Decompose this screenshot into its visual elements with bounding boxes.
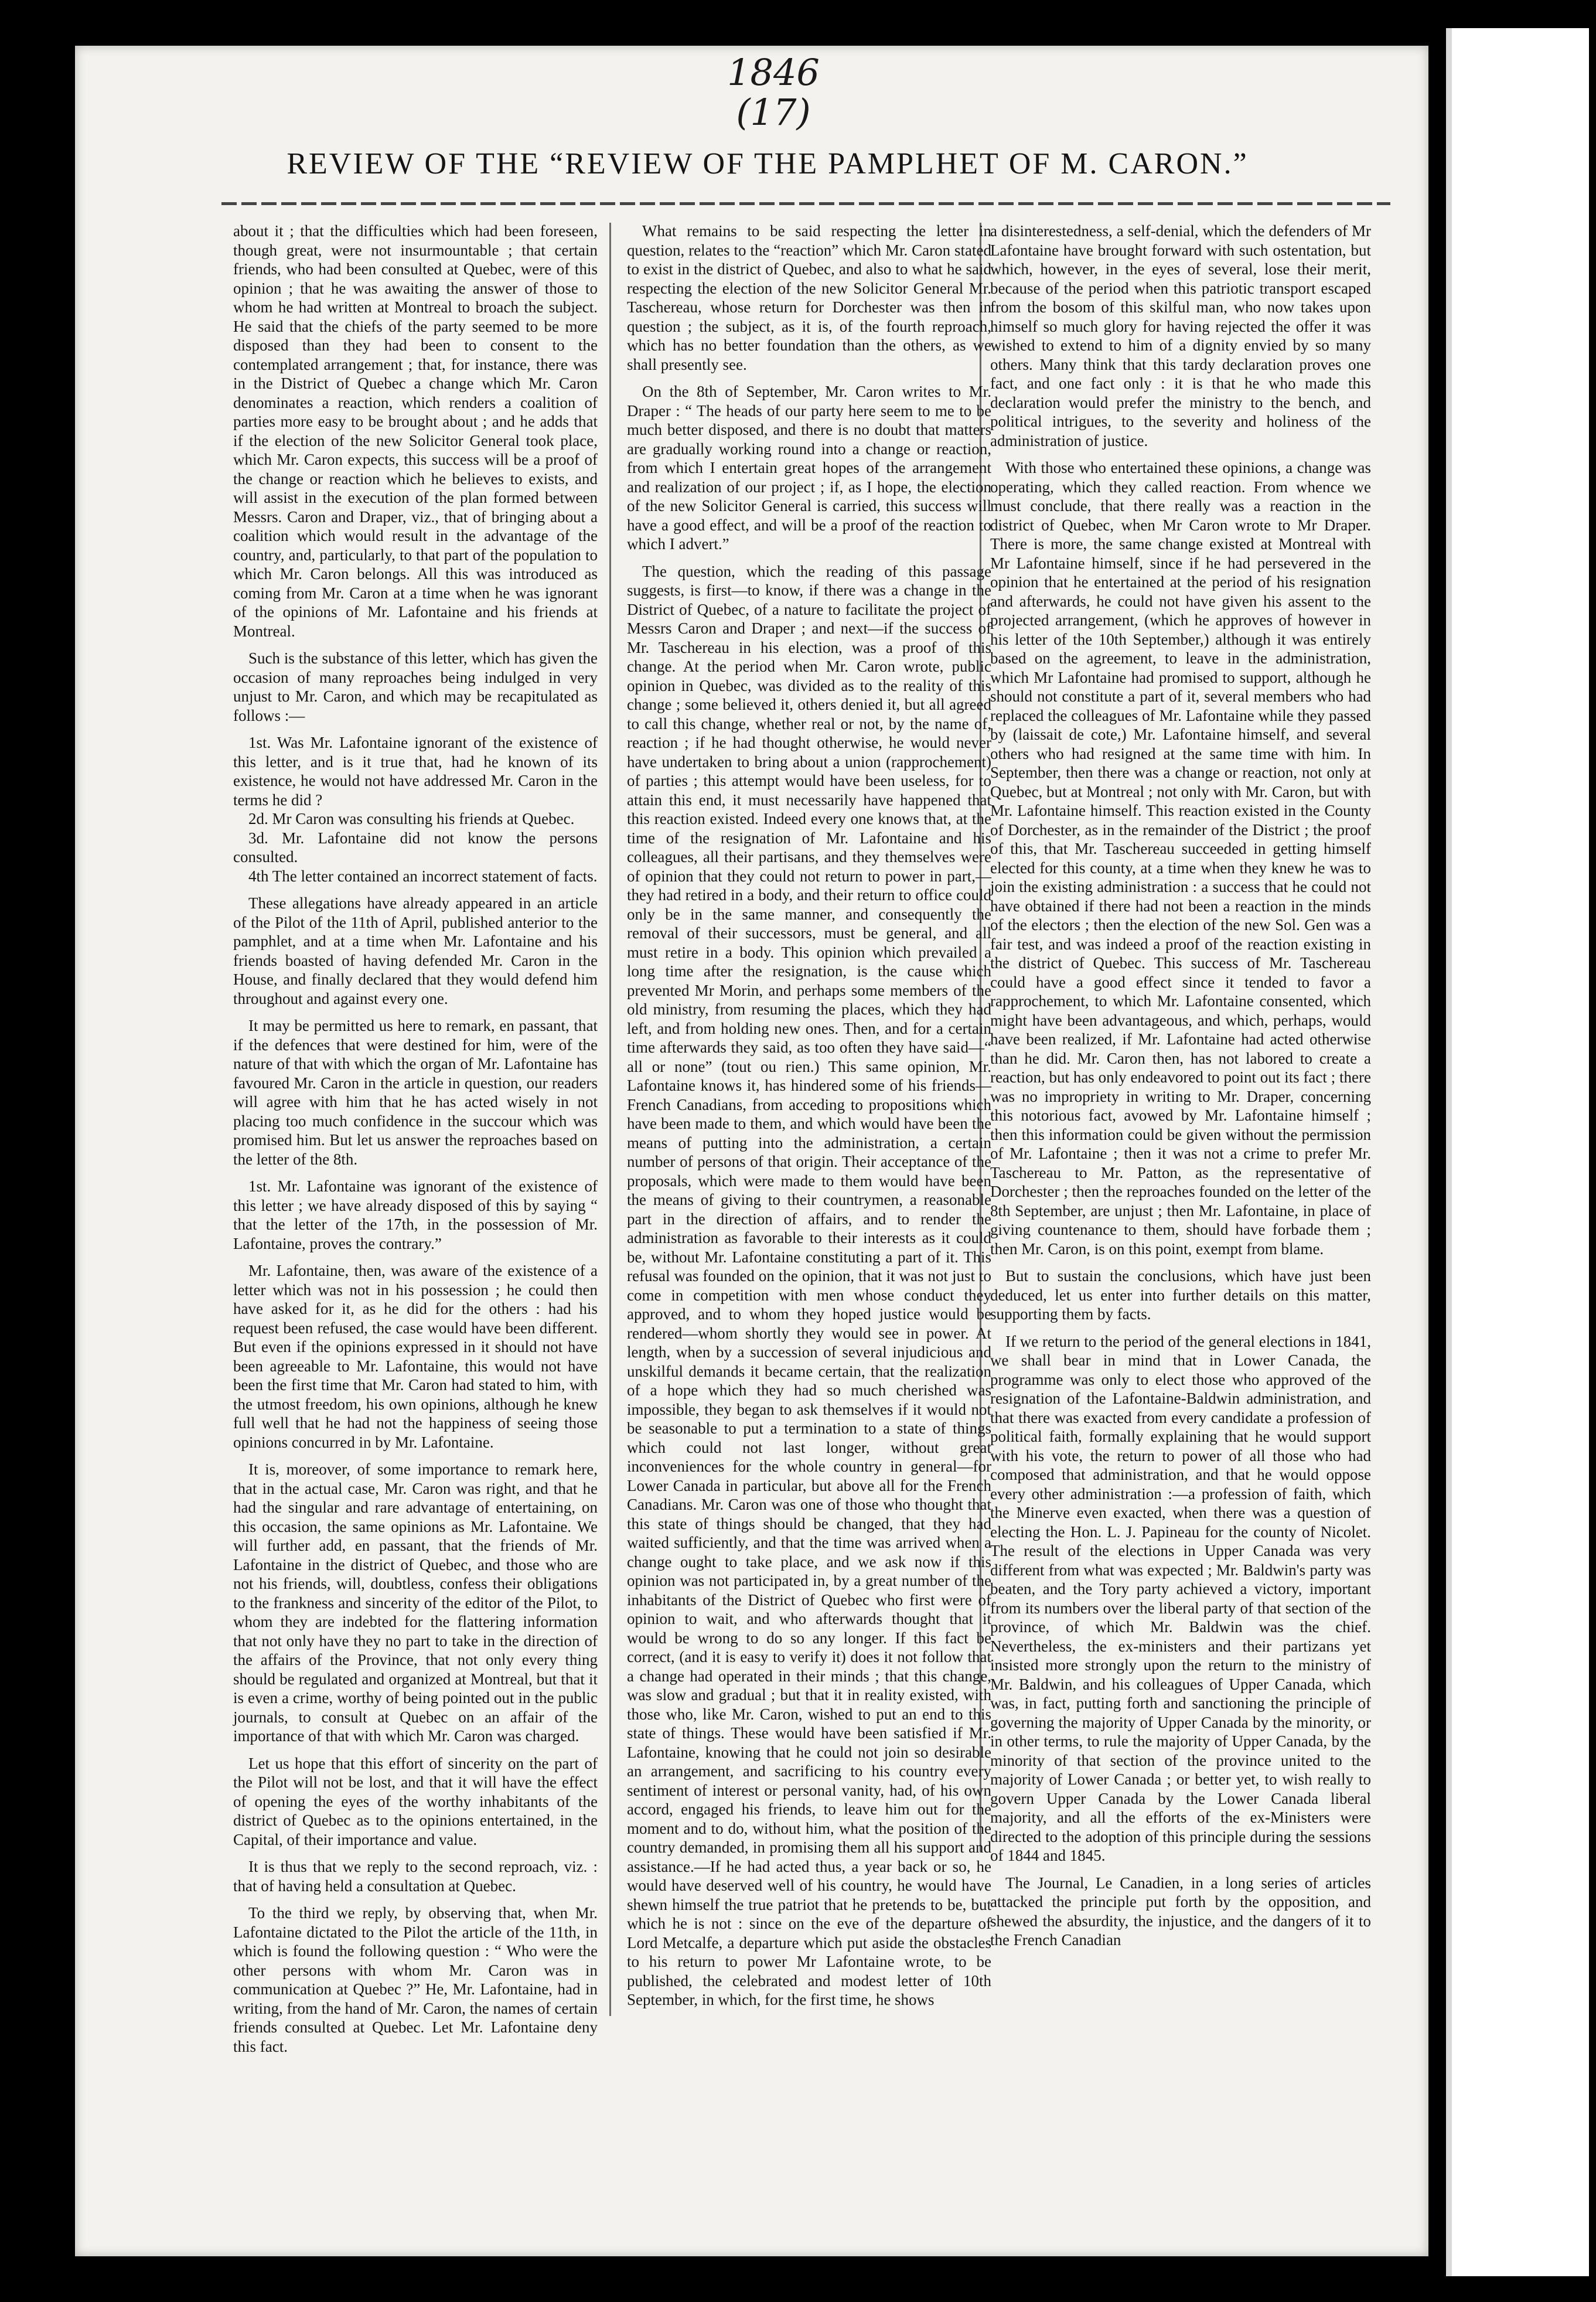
text-column-2 [627, 222, 991, 2027]
list-item: 3d. Mr. Lafontaine did not know the persons consulted. [233, 829, 598, 866]
list-item: 1st. Was Mr. Lafontaine ignorant of the existence of this letter, and is it true that, had he known of its existence, he would not have addressed Mr. Caron in the terms he did ? [233, 734, 598, 809]
column-divider-1 [609, 223, 611, 2016]
paragraph: It is, moreover, of some importance to remark here, that in the actual case, Mr. Caron was right, and that he had the singular and rare advantage of entertaining, on this occasion, the same opinions as Mr. Lafontaine. We will further add, en passant, that the friends of Mr. Lafontaine in the district of Quebec, and those who are not his friends, will, doubtless, confess their obligations to the frankness and sincerity of the editor of the Pilot, to whom they are indebted for the flattering information that not only have they no part to take in the direction of the affairs of the Province, that not only every thing should be regulated and organized at Montreal, but that it is even a crime, worthy of being pointed out in the public journals, to consult at Quebec on an affair of the importance of that with which Mr. Caron was charged. [233, 1460, 598, 1745]
list-item: 2d. Mr Caron was consulting his friends at Quebec. [248, 810, 575, 828]
page-fold-shadow [1446, 28, 1452, 2276]
paragraph: Mr. Lafontaine, then, was aware of the existence of a letter which was not in his possession ; he could then have asked for it, as he did for the others : had his request been refused, the case would have been different. But even if the opinions expressed in it should not have been agreeable to Mr. Lafontaine, this would not have been the first time that Mr. Caron had stated to him, with the utmost freedom, his own opinions, although he knew full well that he had not the happiness of seeing those opinions concurred in by Mr. Lafontaine. [233, 1262, 598, 1451]
paragraph: Such is the substance of this letter, which has given the occasion of many reproaches being indulged in very unjust to Mr. Caron, and which may be recapitulated as follows :— [233, 649, 598, 724]
text-column-1 [233, 222, 598, 2055]
paragraph: The question, which the reading of this passage suggests, is first—to know, if there was a change in the District of Quebec, of a nature to facilitate the project of Messrs Caron and Draper ; and next—if the success of Mr. Taschereau in his election, was a proof of this change. At the period when Mr. Caron wrote, public opinion in Quebec, was divided as to the reality of this change ; some believed it, others denied it, but all agreed to call this change, whether real or not, by the name of, reaction ; if he had thought otherwise, he would never have undertaken to bring about a union (rapprochement) of parties ; this attempt would have been useless, for to attain this end, it must necessarily have happened that this reaction existed. Indeed every one knows that, at the time of the resignation of Mr. Lafontaine and his colleagues, all their partisans, and they themselves were of opinion that they could not return to power in part,—they had retired in a body, and their return to office could only be in the same manner, and consequently the removal of their successors, must be general, and all must retire in a body. This opinion which prevailed a long time after the resignation, is the cause which prevented Mr Morin, and perhaps some members of the old ministry, from resuming the places, which they had left, and from holding new ones. Then, and for a certain time afterwards they said, as too often they have said—“ all or none” (tout ou rien.) This same opinion, Mr. Lafontaine knows it, has hindered some of his friends—French Canadians, from acceding to propositions which have been made to them, and which would have been the means of putting into the administration, a certain number of persons of that origin. Their acceptance of the proposals, which were made to them would have been the means of giving to their countrymen, a reasonable part in the direction of affairs, and to render the administration as favorable to their interests as it could be, without Mr. Lafontaine constituting a part of it. This refusal was founded on the opinion, that it was not just to come in competition with men whose conduct they approved, and to whom they hoped justice would be rendered—whom shortly they would see in power. At length, when by a succession of several injudicious and unskilful demands it became certain, that the realization of a hope which they had so much cherished was impossible, they began to ask themselves if it would not be seasonable to put a termination to a state of things which could not last longer, without great inconveniences for the whole country in general—for Lower Canada in particular, but above all for the French Canadians. Mr. Caron was one of those who thought that this state of things should be changed, that they had waited sufficiently, and that the time was arrived when a change ought to take place, and we ask now if this opinion was not participated in, by a great number of the inhabitants of the District of Quebec who first were of opinion to wait, and who afterwards thought that it would be wrong to do so any longer. If this fact be correct, (and it is easy to verify it) does it not follow that a change had operated in their minds ; that this change, was slow and gradual ; but that it in reality existed, with those who, like Mr. Caron, wished to put an end to this state of things. These would have been satisfied if Mr. Lafontaine, knowing that he could not join so desirable an arrangement, and sacrificing to his country every sentiment of interest or personal vanity, had, of his own accord, engaged his friends, to leave him out for the moment and to do, without him, what the position of the country demanded, in promising them all his support and assistance.—If he had acted thus, a year back or so, he would have deserved well of his country, he would have shewn himself the true patriot that he pretends to be, but which he is not : since on the eve of the departure of Lord Metcalfe, a departure which put aside the obstacles to his return to power Mr Lafontaine wrote, to be published, the celebrated and modest letter of 10th September, in which, for the first time, he shows [627, 562, 991, 2008]
page-title: REVIEW OF THE “REVIEW OF THE PAMPLHET OF M. CARON.” [287, 147, 1249, 181]
paragraph: If we return to the period of the general elections in 1841, we shall bear in mind that in Lower Canada, the programme was only to elect those who approved of the resignation of the Lafontaine-Baldwin administration, and that there was exacted from every candidate a profession of political faith, formally explaining that he would support with his vote, the return to power of all those who had composed that administration, and that he would oppose every other administration :—a profession of faith, which the Minerve even exacted, when there was a question of electing the Hon. L. J. Papineau for the county of Nicolet. The result of the elections in Upper Canada was very different from what was expected ; Mr. Baldwin's party was beaten, and the Tory party achieved a victory, important from its numbers over the liberal party of that section of the province, of which Mr. Baldwin was the chief. Nevertheless, the ex-ministers and their partizans yet insisted more strongly upon the return to the ministry of Mr. Baldwin, and his colleagues of Upper Canada, which was, in fact, putting forth and sanctioning the principle of governing the majority of Upper Canada by the minority, or in other terms, to rule the majority of Upper Canada, by the minority of that section of the province united to the majority of Lower Canada ; or better yet, to wish really to govern Upper Canada by the Lower Canada liberal majority, and all the efforts of the ex-Ministers were directed to the adoption of this principle during the sessions of 1844 and 1845. [990, 1332, 1371, 1864]
paragraph: It is thus that we reply to the second reproach, viz. : that of having held a consultation at Quebec. [233, 1858, 598, 1895]
paragraph: about it ; that the difficulties which had been foreseen, though great, were not insurmountable ; that certain friends, who had been consulted at Quebec, were of this opinion ; that he was awaiting the answer of those to whom he had written at Montreal to broach the subject. He said that the chiefs of the party seemed to be more disposed than they had been to consent to the contemplated arrangement ; that, for instance, there was in the District of Quebec a change which Mr. Caron denominates a reaction, which renders a coalition of parties more easy to be brought about ; and he adds that if the election of the new Solicitor General took place, which Mr. Caron expects, this success will be a proof of the change or reaction which he believes to exists, and will assist in the execution of the plan formed between Messrs. Caron and Draper, viz., that of bringing about a coalition which would result in the advantage of the country, and, particularly, to that part of the population to which Mr. Caron belongs. All this was introduced as coming from Mr. Caron at a time when he was ignorant of the opinions of Mr. Lafontaine and his friends at Montreal. [233, 222, 598, 640]
paragraph: The Journal, Le Canadien, in a long series of articles attacked the principle put forth by the opposition, and shewed the absurdity, the injustice, and the dangers of it to the French Canadian [990, 1874, 1371, 1949]
paragraph: What remains to be said respecting the letter in question, relates to the “reaction” which Mr. Caron stated to exist in the district of Quebec, and also to what he said respecting the election of the new Solicitor General Mr. Taschereau, whose return for Dorchester was then in question ; the subject, as it is, of the fourth reproach, which has no better foundation than the others, as we shall presently see. [627, 222, 991, 373]
handwritten-number: (17) [736, 91, 811, 134]
adjacent-page-edge [1446, 28, 1589, 2276]
title-rule [221, 202, 1390, 205]
paragraph: It may be permitted us here to remark, en passant, that if the defences that were destined for him, were of the nature of that with which the organ of Mr. Lafontaine has favoured Mr. Caron in the article in question, our readers will agree with him that he has acted wisely in not placing too much confidence in the succour which was promised him. But let us answer the reproaches based on the letter of the 8th. [233, 1017, 598, 1168]
paragraph: Let us hope that this effort of sincerity on the part of the Pilot will not be lost, and that it will have the effect of opening the eyes of the worthy inhabitants of the district of Quebec as to the opinions entertained, in the Capital, of their importance and value. [233, 1754, 598, 1848]
list-item: 4th The letter contained an incorrect statement of facts. [248, 867, 598, 885]
paragraph: a disinterestedness, a self-denial, which the defenders of Mr Lafontaine have brought forward with such ostentation, but which, however, in the eyes of several, lose their merit, because of the period when this patriotic transport escaped from the bosom of this skilful man, who now takes upon himself so much glory for having rejected the offer it was wished to extend to him of a dignity envied by so many others. Many think that this tardy declaration proves one fact, and one fact only : it is that he who made this declaration would prefer the ministry to the bench, and political intrigues, to the severity and holiness of the administration of justice. [990, 222, 1371, 449]
paragraph: On the 8th of September, Mr. Caron writes to Mr. Draper : “ The heads of our party here seem to me to be much better disposed, and there is no doubt that matters are gradually working round into a change or reaction, from which I entertain great hopes of the arrangement and realization of our project ; if, as I hope, the election of the new Solicitor General is carried, this success will have a good effect, and will be a proof of the reaction to which I advert.” [627, 383, 991, 553]
paragraph: But to sustain the conclusions, which have just been deduced, let us enter into further details on this matter, supporting them by facts. [990, 1267, 1371, 1323]
paragraph: To the third we reply, by observing that, when Mr. Lafontaine dictated to the Pilot the article of the 11th, in which is found the following question : “ Who were the other persons with whom Mr. Caron was in communication at Quebec ?” He, Mr. Lafontaine, had in writing, from the hand of Mr. Caron, the names of certain friends consulted at Quebec. Let Mr. Lafontaine deny this fact. [233, 1904, 598, 2055]
text-column-3 [990, 222, 1371, 1949]
handwritten-year: 1846 [727, 51, 820, 94]
paragraph: With those who entertained these opinions, a change was operating, which they called reaction. From whence we must conclude, that there really was a reaction in the district of Quebec, when Mr Caron wrote to Mr Draper. There is more, the same change existed at Montreal with Mr Lafontaine himself, since if he had persevered in the opinion that he entertained at the period of his resignation and afterwards, he could not have given his assent to the projected arrangement, (which he approves of however in his letter of the 10th September,) although it was entirely based on the agreement, to leave in the administration, which Mr Lafontaine had promised to support, although he should not constitute a part of it, several members who had replaced the colleagues of Mr. Lafontaine while they passed by (laissait de cote,) Mr. Lafontaine himself, and several others who had resigned at the same time with him. In September, then there was a change or reaction, not only at Quebec, but at Montreal ; not only with Mr. Caron, but with Mr. Lafontaine himself. This reaction existed in the County of Dorchester, as in the remainder of the District ; the proof of this, that Mr. Taschereau succeeded in getting himself elected for this county, at a time when they knew he was to join the existing administration : a success that he could not have obtained if there had not been a reaction in the minds of the electors ; then the election of the new Sol. Gen was a fair test, and was indeed a proof of the reaction existing in the district of Quebec. This success of Mr. Taschereau could have a good effect since it tended to favor a rapprochement, to which Mr. Lafontaine consented, which might have been advantageous, and which, perhaps, would have been realized, if Mr. Lafontaine had acted otherwise than he did. Mr. Caron then, has not labored to create a reaction, but has only endeavored to point out its fact ; there was no impropriety in writing to Mr. Draper, concerning this notorious fact, avowed by Mr. Lafontaine himself ; then this information could be given without the permission of Mr. Lafontaine ; then it was not a crime to prefer Mr. Taschereau to Mr. Patton, as the representative of Dorchester ; then the reproaches founded on the letter of the 8th September, are unjust ; then Mr. Lafontaine, in place of giving countenance to them, should have forbade them ; then Mr. Caron, is on this point, exempt from blame. [990, 459, 1371, 1258]
handwritten-annotation [697, 53, 850, 132]
paragraph: These allegations have already appeared in an article of the Pilot of the 11th of April, published anterior to the pamphlet, and at a time when Mr. Lafontaine and his friends boasted of having defended Mr. Caron in the House, and finally declared that they would defend him throughout and against every one. [233, 894, 598, 1007]
paragraph: 1st. Mr. Lafontaine was ignorant of the existence of this letter ; we have already disposed of this by saying “ that the letter of the 17th, in the possession of Mr. Lafontaine, proves the contrary.” [233, 1177, 598, 1252]
